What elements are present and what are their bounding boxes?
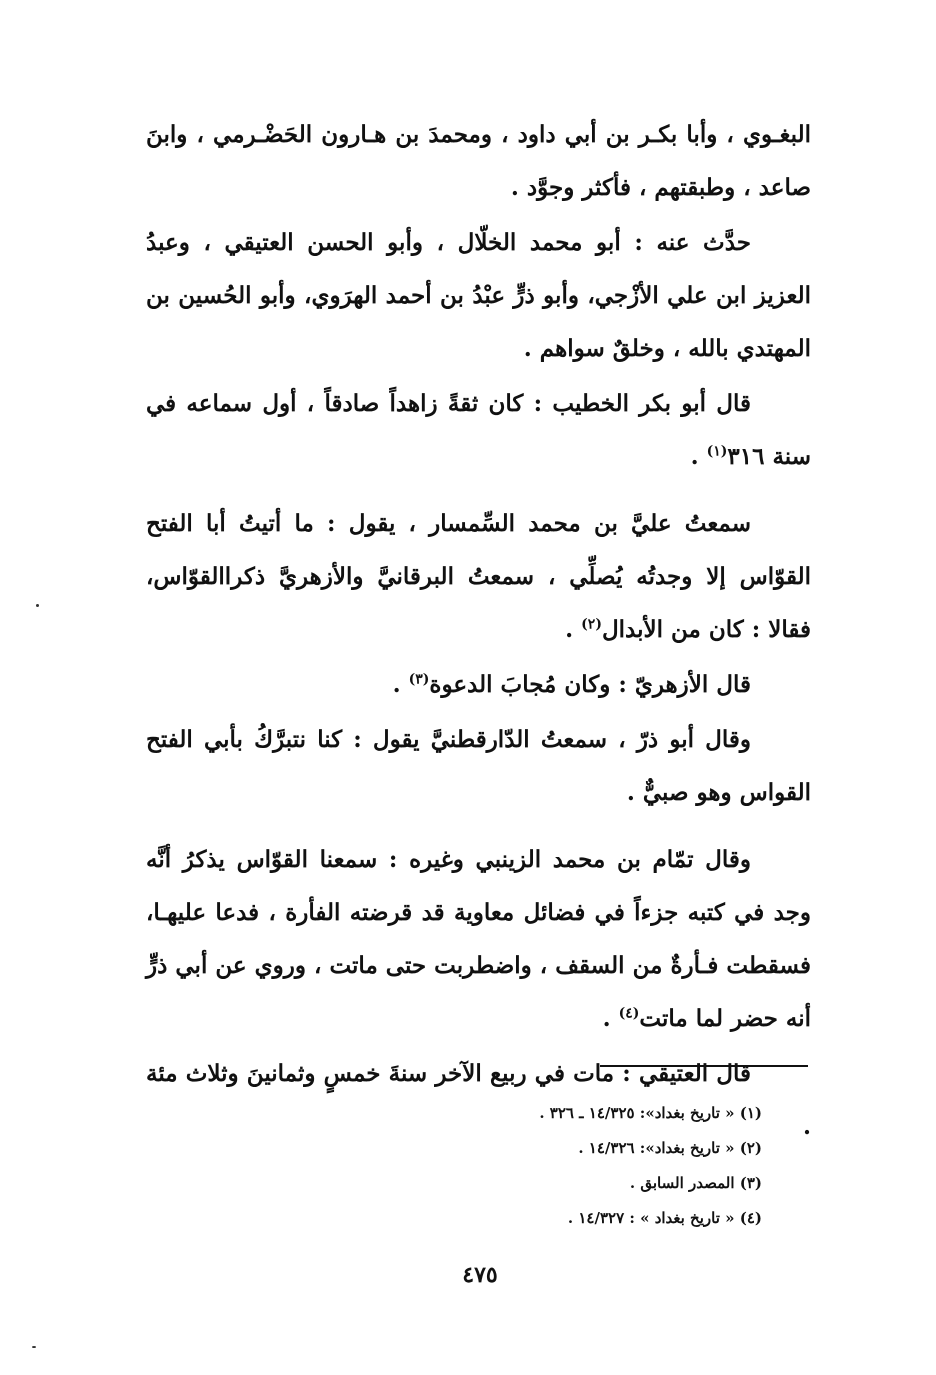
paragraph-3 — [146, 377, 811, 483]
paragraph-1-text: البغـوي ، وأبا بكـر بن أبي داود ، ومحمدَ بن هـارون الحَضْـرمي ، وابنَ صاعد ، وطبقتهم ، فأكثر وجوَّد . — [146, 121, 811, 201]
paragraph-5-tail: . — [392, 671, 409, 698]
footnotes — [400, 1096, 762, 1236]
paragraph-7-text: وقال تمّام بن محمد الزينبي وغيره : سمعنا القوّاس يذكرُ أنَّه وجد في كتبه جزءاً في فضائل معاوية قد قرضته الفأرة ، فدعا عليهـا، فسقطت فـأرةٌ من السقف ، واضطربت حتى ماتت ، وروي عن أبي ذرٍّ أنه حضر لما ماتت — [146, 846, 811, 1032]
paragraph-2 — [146, 216, 811, 375]
page-number: ٤٧٥ — [462, 1262, 498, 1288]
paragraph-3-text: قال أبو بكر الخطيب : كان ثقةً زاهداً صادقاً ، أول سماعه في سنة ٣١٦ — [146, 390, 811, 470]
paragraph-3-tail: . — [690, 443, 707, 470]
scan-speck — [32, 1346, 36, 1348]
paragraph-4-text: سمعتُ عليَّ بن محمد السِّمسار ، يقول : ما أتيتُ أبا الفتح القوّاس إلا وجدتُه يُصلِّي ، سمعتُ البرقانيَّ والأزهريَّ ذكراالقوّاس، فقالا : كان من الأبدال — [146, 510, 811, 643]
footnote-ref-2: (٢) — [581, 616, 602, 633]
footnote-ref-1: (١) — [706, 443, 728, 460]
footnote-ref-4: (٤) — [618, 1005, 640, 1022]
footnote-ref-3: (٣) — [408, 671, 430, 688]
paragraph-6-text: وقال أبو ذرّ ، سمعتُ الدّارقطنيَّ يقول : كنا نتبرَّكُ بأبي الفتح القواس وهو صبيٌّ . — [146, 726, 811, 806]
footnote-1: (١) « تاريخ بغداد»: ١٤/٣٢٥ ـ ٣٢٦ . — [539, 1104, 762, 1122]
footnote-3: (٣) المصدر السابق . — [629, 1174, 762, 1192]
paragraph-7 — [146, 833, 811, 1045]
paragraph-8-text: قال العتيقي : مات في ربيع الآخر سنةَ خمسٍ وثمانينَ وثلاث مئة . — [146, 1060, 811, 1140]
paragraph-5-text: قال الأزهريّ : وكان مُجابَ الدعوة — [429, 671, 751, 698]
main-text — [146, 108, 811, 1155]
paragraph-7-tail: . — [602, 1005, 619, 1032]
paragraph-5 — [146, 658, 811, 711]
paragraph-4 — [146, 497, 811, 656]
paragraph-6 — [146, 713, 811, 819]
scan-speck — [36, 604, 39, 607]
footnote-separator — [600, 1065, 808, 1067]
footnote-2: (٢) « تاريخ بغداد»: ١٤/٣٢٦ . — [578, 1139, 762, 1157]
paragraph-2-text: حدَّث عنه : أبو محمد الخلّال ، وأبو الحسن العتيقي ، وعبدُ العزيز ابن علي الأزْجي، وأبو ذرٍّ عبْدُ بن أحمد الهرَوي، وأبو الحُسين بن المهتدي بالله ، وخلقٌ سواهم . — [146, 229, 811, 362]
footnote-4: (٤) « تاريخ بغداد » : ١٤/٣٢٧ . — [567, 1209, 762, 1227]
paragraph-4-tail: . — [565, 616, 582, 643]
paragraph-1 — [146, 108, 811, 214]
